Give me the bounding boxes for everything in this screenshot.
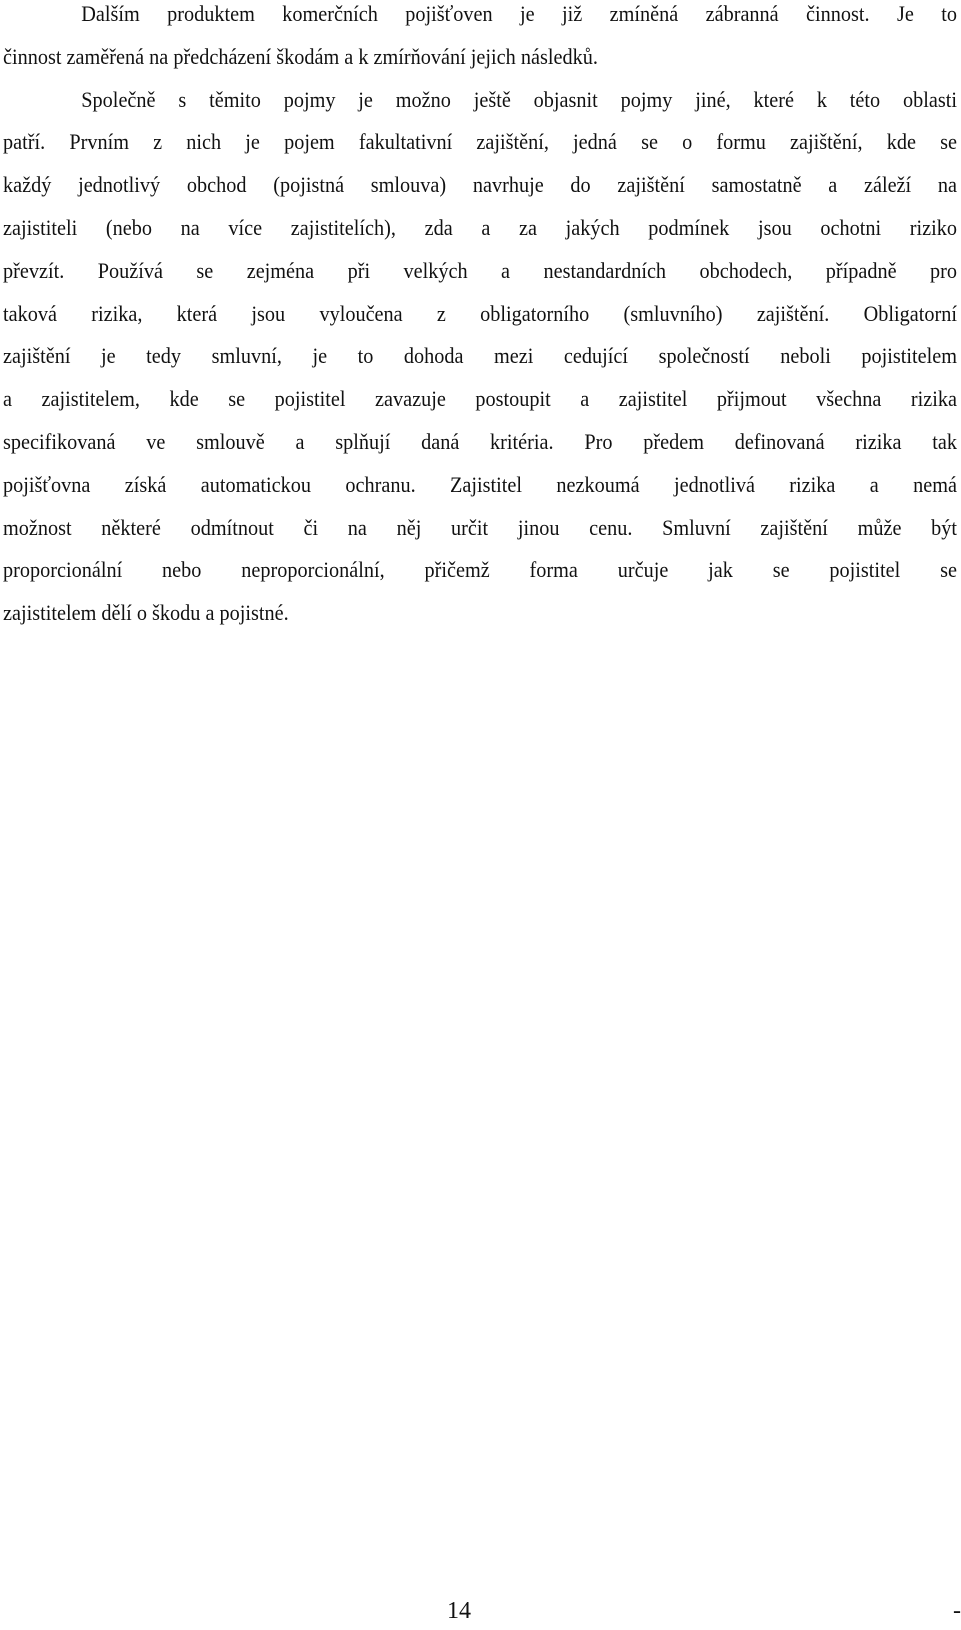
document-body [3,0,957,635]
text-line: patří. Prvním z nich je pojem fakultativní zajištění, jedná se o formu zajištění, kde se [3,129,957,155]
text-line: taková rizika, která jsou vyloučena z obligatorního (smluvního) zajištění. Obligatorní [3,300,957,326]
page-number: 14 [447,1598,471,1624]
text-line: specifikovaná ve smlouvě a splňují daná kritéria. Pro předem definovaná rizika tak [3,428,957,454]
text-line: možnost některé odmítnout či na něj určit jinou cenu. Smluvní zajištění může být [3,514,957,540]
text-line: zajištění je tedy smluvní, je to dohoda mezi cedující společností neboli pojistitelem [3,343,957,369]
text-line: převzít. Používá se zejména při velkých a nestandardních obchodech, případně pro [3,257,957,283]
text-line: a zajistitelem, kde se pojistitel zavazuje postoupit a zajistitel přijmout všechna rizika [3,386,957,412]
text-line: zajistiteli (nebo na více zajistitelích), zda a za jakých podmínek jsou ochotni riziko [3,214,957,240]
text-line: Společně s těmito pojmy je možno ještě objasnit pojmy jiné, které k této oblasti [81,86,958,112]
text-line: Dalším produktem komerčních pojišťoven je již zmíněná zábranná činnost. Je to [81,1,958,26]
text-line: činnost zaměřená na předcházení škodám a k zmírňování jejich následků. [3,43,598,69]
text-line: zajistitelem dělí o škodu a pojistné. [3,600,289,626]
trailing-mark: - [953,1598,961,1624]
text-line: pojišťovna získá automatickou ochranu. Zajistitel nezkoumá jednotlivá rizika a nemá [3,471,957,497]
text-line: proporcionální nebo neproporcionální, přičemž forma určuje jak se pojistitel se [3,557,957,583]
text-line: každý jednotlivý obchod (pojistná smlouva) navrhuje do zajištění samostatně a záleží na [3,172,957,198]
